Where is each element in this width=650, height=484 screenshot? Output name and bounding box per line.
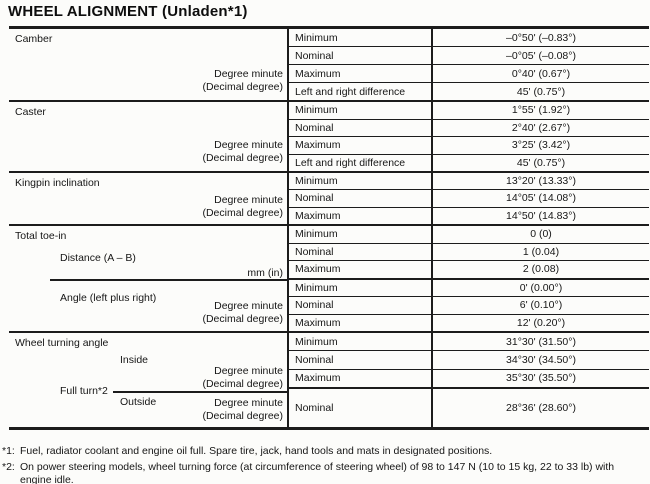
unit-line1: Degree minute — [214, 397, 283, 409]
param-cell: Minimum — [289, 173, 433, 189]
table-row — [289, 370, 649, 389]
table-row — [289, 155, 649, 172]
subsection-label-distance: Distance (A – B) — [60, 252, 136, 264]
value-cell: 35°30' (35.50°) — [506, 372, 576, 385]
param-cell: Maximum — [289, 137, 433, 154]
page-title: WHEEL ALIGNMENT (Unladen*1) — [8, 3, 248, 20]
unit-line1: Degree minute — [214, 194, 283, 206]
param-cell: Nominal — [289, 389, 433, 427]
unit-label — [202, 397, 283, 423]
value-cell: 12' (0.20°) — [516, 316, 566, 329]
subsection-label-angle: Angle (left plus right) — [60, 292, 157, 304]
unit-label — [202, 365, 283, 391]
unit-line2: (Decimal degree) — [202, 81, 283, 93]
section-label: Wheel turning angle — [15, 337, 109, 349]
section-camber-label-cell — [9, 29, 287, 100]
subsection-divider — [50, 279, 287, 281]
value-cell: 2 (0.08) — [522, 263, 560, 276]
table-row — [289, 261, 649, 280]
full-turn-label: Full turn*2 — [60, 385, 108, 397]
footnote-marker: *2: — [2, 460, 15, 473]
unit-label — [202, 68, 283, 94]
section-label: Total toe-in — [15, 230, 67, 242]
unit-line2: (Decimal degree) — [202, 378, 283, 390]
param-cell: Nominal — [289, 351, 433, 368]
section-camber — [9, 29, 649, 100]
unit-line2: (Decimal degree) — [202, 313, 283, 325]
table-row — [289, 226, 649, 244]
value-cell: 3°25' (3.42°) — [511, 139, 571, 152]
param-cell: Left and right difference — [289, 83, 433, 100]
param-cell: Maximum — [289, 261, 433, 278]
section-wheel-turning-angle — [9, 331, 649, 427]
table-row — [289, 83, 649, 100]
section-wheel-rows — [287, 333, 649, 427]
unit-line1: Degree minute — [214, 365, 283, 377]
value-cell: –0°50' (–0.83°) — [506, 31, 576, 44]
section-label: Caster — [15, 106, 46, 118]
table-row — [289, 29, 649, 47]
table-row — [289, 102, 649, 120]
unit-label — [202, 300, 283, 326]
value-cell: 2°40' (2.67°) — [511, 121, 571, 134]
unit-line1: Degree minute — [214, 68, 283, 80]
subsection-label-inside: Inside — [120, 354, 149, 366]
table-row — [289, 47, 649, 65]
param-cell: Maximum — [289, 208, 433, 224]
footnote-text: On power steering models, wheel turning force (at circumference of steering wheel) of 98 to 147 N (10 to 15 kg, 22 to 33 lb) with engine idle. — [20, 460, 615, 484]
param-cell: Minimum — [289, 29, 433, 46]
footnote-1 — [2, 445, 648, 459]
param-cell: Maximum — [289, 65, 433, 82]
param-cell: Nominal — [289, 190, 433, 206]
value-cell: 28°36' (28.60°) — [506, 401, 576, 414]
table-row — [289, 173, 649, 190]
value-cell: 0 (0) — [530, 228, 552, 241]
section-kingpin-label-cell — [9, 173, 287, 224]
param-cell: Nominal — [289, 297, 433, 314]
value-cell: 14°50' (14.83°) — [506, 209, 576, 222]
table-row — [289, 190, 649, 207]
unit-label — [202, 139, 283, 165]
table-row — [289, 244, 649, 262]
table-row — [289, 65, 649, 83]
subsection-label-outside: Outside — [120, 396, 157, 408]
table-row — [289, 297, 649, 315]
unit-line2: (Decimal degree) — [202, 152, 283, 164]
footnotes — [2, 445, 648, 484]
param-cell: Minimum — [289, 280, 433, 297]
unit-label — [202, 194, 283, 220]
unit-line2: (Decimal degree) — [202, 207, 283, 219]
wheel-alignment-spec-table — [9, 26, 649, 430]
unit-line2: (Decimal degree) — [202, 410, 283, 422]
value-cell: 34°30' (34.50°) — [506, 353, 576, 366]
value-cell: 1 (0.04) — [522, 245, 560, 258]
param-cell: Maximum — [289, 315, 433, 332]
section-toe-label-cell — [9, 226, 287, 331]
value-cell: 0°40' (0.67°) — [511, 67, 571, 80]
value-cell: 14°05' (14.08°) — [506, 192, 576, 205]
param-cell: Nominal — [289, 244, 433, 261]
section-wheel-label-cell — [9, 333, 287, 427]
value-cell: 1°55' (1.92°) — [511, 104, 571, 117]
param-cell: Nominal — [289, 47, 433, 64]
section-caster — [9, 100, 649, 171]
section-caster-rows — [287, 102, 649, 171]
subsection-divider — [113, 391, 287, 393]
unit-line1: Degree minute — [214, 300, 283, 312]
footnote-2 — [2, 461, 648, 484]
table-row — [289, 351, 649, 369]
param-cell: Nominal — [289, 120, 433, 137]
table-row — [289, 208, 649, 224]
value-cell: –0°05' (–0.08°) — [506, 49, 576, 62]
param-cell: Left and right difference — [289, 155, 433, 172]
unit-line1: Degree minute — [214, 139, 283, 151]
section-toe-rows — [287, 226, 649, 331]
unit-label-mm-in: mm (in) — [247, 267, 283, 279]
table-row — [289, 137, 649, 155]
value-cell: 13°20' (13.33°) — [506, 175, 576, 188]
table-row — [289, 389, 649, 427]
section-kingpin-rows — [287, 173, 649, 224]
value-cell: 31°30' (31.50°) — [506, 335, 576, 348]
section-camber-rows — [287, 29, 649, 100]
table-row — [289, 315, 649, 332]
table-row — [289, 333, 649, 351]
section-label: Kingpin inclination — [15, 177, 100, 189]
section-total-toe-in — [9, 224, 649, 331]
section-kingpin-inclination — [9, 171, 649, 224]
value-cell: 45' (0.75°) — [516, 156, 566, 169]
param-cell: Minimum — [289, 226, 433, 243]
section-label: Camber — [15, 33, 53, 45]
table-row — [289, 280, 649, 298]
value-cell: 0' (0.00°) — [519, 281, 563, 294]
value-cell: 45' (0.75°) — [516, 85, 566, 98]
param-cell: Minimum — [289, 333, 433, 350]
value-cell: 6' (0.10°) — [519, 299, 563, 312]
table-row — [289, 120, 649, 138]
section-caster-label-cell — [9, 102, 287, 171]
param-cell: Maximum — [289, 370, 433, 387]
param-cell: Minimum — [289, 102, 433, 119]
footnote-text: Fuel, radiator coolant and engine oil full. Spare tire, jack, hand tools and mats in designated positions. — [20, 445, 493, 457]
footnote-marker: *1: — [2, 445, 15, 457]
